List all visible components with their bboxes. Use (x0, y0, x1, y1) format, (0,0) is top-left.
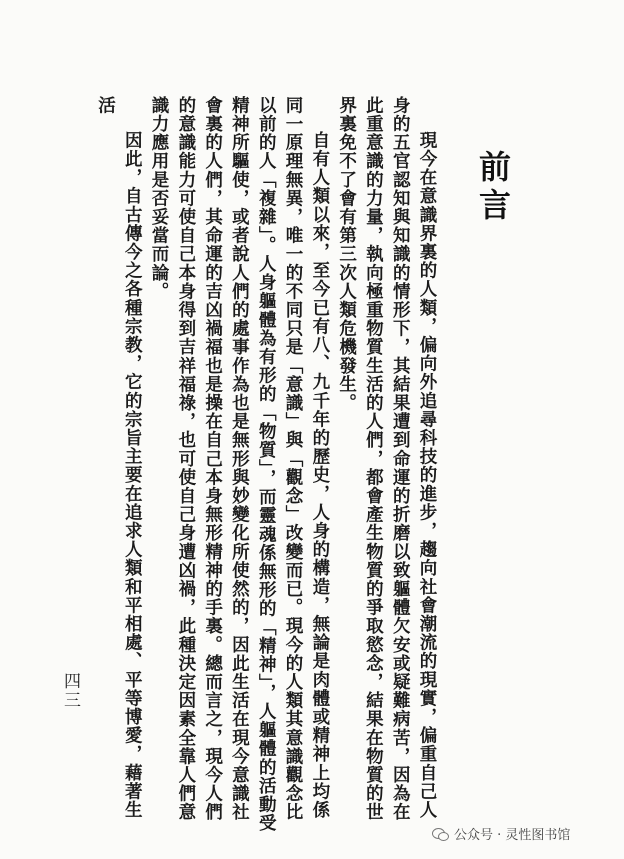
page-number: 四三 (60, 672, 80, 710)
paragraph: 自有人類以來，至今已有八、九千年的歷史，人身的構造，無論是肉體或精神上均係同一原理無異，唯一的不同只是「意識」與「觀念」改變而已。現今的人類其意識觀念比以前的人「複雜」。人身軀體為有形的「物質」，而靈魂係無形的「精神」，人軀體的活動受精神所驅使，或者說人們的處事作為也是無形與妙變化所使然的，因此生活在現今意識社會裏的人們，其命運的吉凶禍福也是操在自己本身無形精神的手裏。總而言之，現今人們的意識能力可使自己本身得到吉祥福祿，也可使自己身遭凶禍，此種決定因素全靠人們意識力應用是否妥當而論。 (149, 96, 330, 833)
page-title: 前言 (474, 150, 512, 226)
body-text (95, 96, 440, 836)
paragraph: 因此，自古傳今之各種宗教，它的宗旨主要在追求人類和平相處、平等博愛，藉著生活 (95, 96, 143, 820)
watermark (432, 824, 570, 843)
paragraph: 現今在意識界裏的人類，偏向外追尋科技的進步，趨向社會潮流的現實，偏重自己人身的五官認知與知識的情形下，其結果遭到命運的折磨以致軀體欠安或疑難病苦，因為在此重意識的力量，執向極重物質生活的人們，都會產生物質的爭取慾念，結果在物質的世界裏免不了會有第三次人類危機發生。 (336, 96, 437, 822)
watermark-text: 公众号 · 灵性图书馆 (454, 828, 571, 843)
wechat-icon (432, 827, 448, 841)
